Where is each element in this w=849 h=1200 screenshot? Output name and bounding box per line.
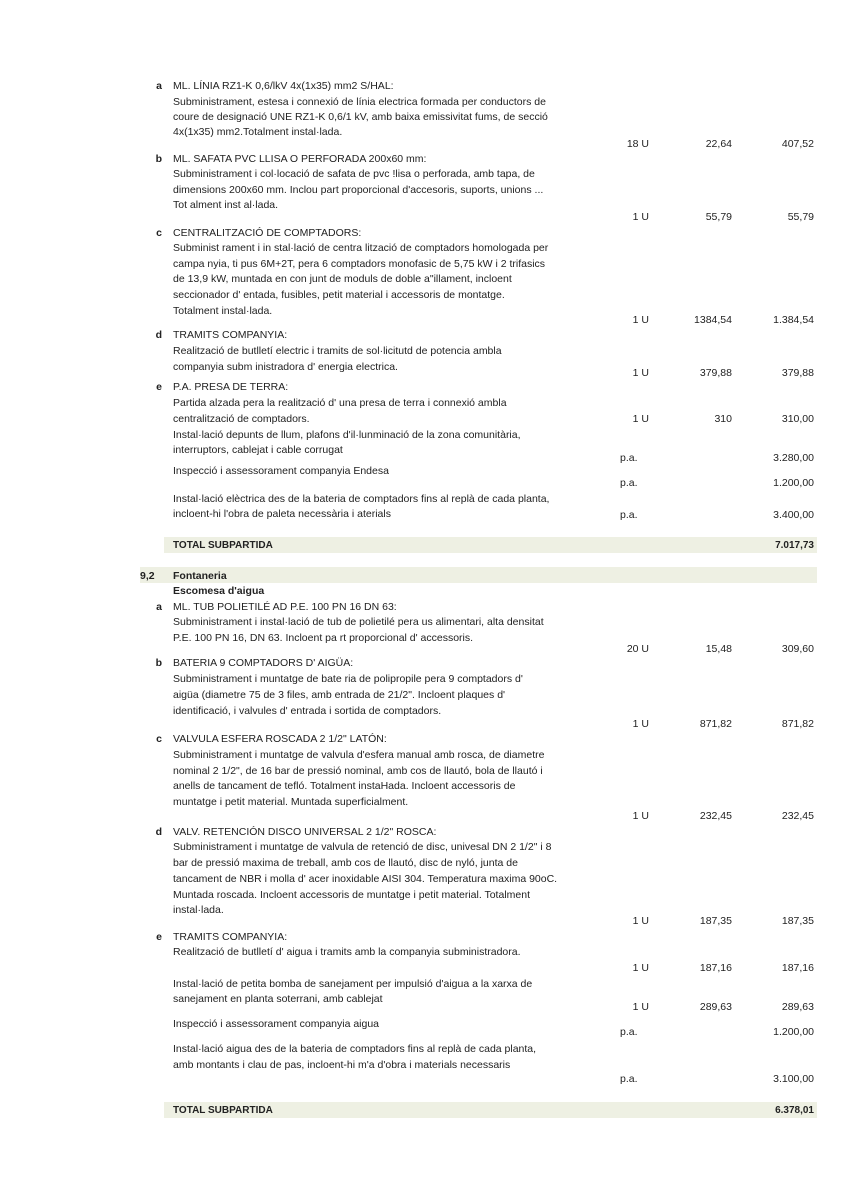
item-qty: p.a. — [620, 1026, 638, 1038]
item-qty: 18 U — [626, 138, 649, 150]
item-desc: Totalment instal·lada. — [173, 305, 273, 317]
item-title: TRAMITS COMPANYIA: — [173, 329, 288, 341]
item-desc: identificació, i valvules d' entrada i sortida de comptadors. — [173, 705, 442, 717]
item-desc: nominal 2 1/2", de 16 bar de pressió nominal, amb cos de llautó, bola de llautó i — [173, 765, 543, 777]
item-price: 871,82 — [699, 718, 732, 730]
item-price: 379,88 — [699, 367, 732, 379]
item-desc: Subministrament i muntatge de bate ria de polipropile pera 9 comptadors d' — [173, 673, 523, 685]
item-letter: d — [155, 329, 162, 341]
item-desc: Subministrament i muntatge de valvula de retenció de disc, univesal DN 2 1/2" i 8 — [173, 841, 552, 853]
item-desc: seccionador d' entada, fusibles, petit material i accessoris de montatge. — [173, 289, 505, 301]
item-title: P.A. PRESA DE TERRA: — [173, 381, 289, 393]
item-title: TRAMITS COMPANYIA: — [173, 931, 288, 943]
section-header-bar — [140, 567, 817, 583]
item-desc: Subminist rament i in stal·lació de centra lització de comptadors homologada per — [173, 242, 549, 254]
item-desc: Inspecció i assessorament companyia Endesa — [173, 465, 389, 477]
item-qty: 20 U — [626, 643, 649, 655]
item-desc: companyia subm inistradora d' energia electrica. — [173, 361, 398, 373]
section-title: Fontaneria — [173, 570, 227, 582]
item-amount: 1.200,00 — [773, 1026, 814, 1038]
item-price: 1384,54 — [694, 314, 732, 326]
item-letter: c — [156, 733, 162, 745]
item-title: ML. TUB POLIETILÉ AD P.E. 100 PN 16 DN 63: — [173, 601, 397, 613]
item-desc: Instal·lació depunts de llum, plafons d'il·lunminació de la zona comunitària, — [173, 429, 521, 441]
item-desc: dimensions 200x60 mm. Inclou part proporcional d'accesoris, suports, unions ... — [173, 184, 544, 196]
item-desc: Subministrament i instal·lació de tub de polietilé pera us alimentari, alta densitat — [173, 616, 544, 628]
item-qty: 1 U — [632, 1001, 649, 1013]
section-number: 9,2 — [140, 570, 155, 582]
item-title: CENTRALITZACIÓ DE COMPTADORS: — [173, 227, 362, 239]
item-desc: interruptors, cablejat i cable corrugat — [173, 444, 343, 456]
section-subtitle: Escomesa d'aigua — [173, 585, 265, 597]
item-qty: 1 U — [632, 718, 649, 730]
subtotal-label: TOTAL SUBPARTIDA — [173, 1105, 273, 1116]
item-desc: coure de designació UNE RZ1-K 0,6/1 kV, amb baixa emissivitat fums, de secció — [173, 111, 548, 123]
item-price: 289,63 — [699, 1001, 732, 1013]
item-amount: 379,88 — [781, 367, 814, 379]
item-qty: p.a. — [620, 1073, 638, 1085]
item-desc: instal·lada. — [173, 904, 224, 916]
item-desc: Inspecció i assessorament companyia aigua — [173, 1018, 380, 1030]
item-qty: p.a. — [620, 452, 638, 464]
item-desc: Subministrament i muntatge de valvula d'esfera manual amb rosca, de diametre — [173, 749, 545, 761]
item-desc: de 13,9 kW, muntada en con junt de moduls de doble a"illament, incloent — [173, 273, 512, 285]
item-qty: 1 U — [632, 314, 649, 326]
item-amount: 1.384,54 — [773, 314, 814, 326]
item-amount: 187,16 — [781, 962, 814, 974]
item-title: ML. SAFATA PVC LLISA O PERFORADA 200x60 mm: — [173, 153, 427, 165]
item-amount: 289,63 — [781, 1001, 814, 1013]
item-qty: 1 U — [632, 367, 649, 379]
item-desc: campa nyia, ti pus 6M+2T, pera 6 comptadors monofasic de 5,75 kW i 2 trifasics — [173, 258, 546, 270]
item-desc: Subministrament i col·locació de safata de pvc !lisa o perforada, amb tapa, de — [173, 168, 535, 180]
item-desc: muntatge i petit material. Muntada superficialment. — [173, 796, 409, 808]
item-qty: p.a. — [620, 477, 638, 489]
item-qty: p.a. — [620, 509, 638, 521]
item-qty: 1 U — [632, 413, 649, 425]
item-price: 187,16 — [699, 962, 732, 974]
item-desc: sanejament en planta soterrani, amb cablejat — [173, 993, 383, 1005]
item-title: VALV. RETENCIÓN DISCO UNIVERSAL 2 1/2" ROSCA: — [173, 826, 437, 838]
item-qty: 1 U — [632, 810, 649, 822]
item-desc: aigüa (diametre 75 de 3 files, amb entrada de 21/2". Incloent plaques d' — [173, 689, 506, 701]
item-desc: Instal·lació aigua des de la bateria de comptadors fins al replà de cada planta, — [173, 1043, 537, 1055]
item-letter: d — [155, 826, 162, 838]
item-price: 310 — [714, 413, 732, 425]
item-desc: anells de tancament de tefló. Totalment instaHada. Incloent accessoris de — [173, 780, 516, 792]
item-amount: 187,35 — [781, 915, 814, 927]
item-desc: amb montants i clau de pas, incloent-hi m'a d'obra i materials necessaris — [173, 1059, 511, 1071]
item-desc: Instal·lació de petita bomba de sanejament per impulsió d'aigua a la xarxa de — [173, 978, 533, 990]
item-amount: 3.400,00 — [773, 509, 814, 521]
item-qty: 1 U — [632, 915, 649, 927]
item-amount: 309,60 — [781, 643, 814, 655]
item-letter: a — [156, 80, 162, 92]
item-amount: 310,00 — [781, 413, 814, 425]
item-amount: 55,79 — [787, 211, 814, 223]
item-desc: tancament de NBR i molla d' acer inoxidable AISI 304. Temperatura maxima 90oC. — [173, 873, 558, 885]
item-desc: bar de pressió maxima de treball, amb cos de llautó, disc de nyló, junta de — [173, 857, 518, 869]
item-desc: centralització de comptadors. — [173, 413, 310, 425]
item-letter: c — [156, 227, 162, 239]
subtotal-label: TOTAL SUBPARTIDA — [173, 540, 273, 551]
item-desc: Subministrament, estesa i connexió de línia electrica formada per conductors de — [173, 96, 546, 108]
item-amount: 1.200,00 — [773, 477, 814, 489]
item-amount: 871,82 — [781, 718, 814, 730]
item-letter: b — [155, 153, 162, 165]
item-price: 232,45 — [699, 810, 732, 822]
item-price: 22,64 — [705, 138, 732, 150]
item-letter: e — [156, 381, 162, 393]
item-desc: Realització de butlletí d' aigua i tramits amb la companyia subministradora. — [173, 946, 521, 958]
item-price: 187,35 — [699, 915, 732, 927]
subtotal-amount: 6.378,01 — [775, 1105, 814, 1116]
item-desc: Partida alzada pera la realització d' una presa de terra i connexió ambla — [173, 397, 507, 409]
item-amount: 407,52 — [781, 138, 814, 150]
item-title: ML. LÍNIA RZ1-K 0,6/lkV 4x(1x35) mm2 S/HAL: — [173, 80, 394, 92]
item-desc: P.E. 100 PN 16, DN 63. Incloent pa rt proporcional d' accessoris. — [173, 632, 474, 644]
item-price: 55,79 — [705, 211, 732, 223]
item-desc: Realització de butlletí electric i tramits de sol·licitutd de potencia ambla — [173, 345, 502, 357]
item-amount: 3.280,00 — [773, 452, 814, 464]
item-desc: incloent-hi l'obra de paleta necessària i aterials — [173, 508, 391, 520]
item-title: BATERIA 9 COMPTADORS D' AIGÜA: — [173, 657, 354, 669]
item-title: VALVULA ESFERA ROSCADA 2 1/2" LATÓN: — [173, 733, 387, 745]
item-letter: b — [155, 657, 162, 669]
item-letter: a — [156, 601, 162, 613]
item-qty: 1 U — [632, 962, 649, 974]
item-desc: Instal·lació elèctrica des de la bateria de comptadors fins al replà de cada planta, — [173, 493, 550, 505]
item-price: 15,48 — [705, 643, 732, 655]
subtotal-amount: 7.017,73 — [775, 540, 814, 551]
item-desc: Muntada roscada. Incloent accessoris de muntatge i petit material. Totalment — [173, 889, 530, 901]
item-desc: Tot alment inst al·lada. — [173, 199, 279, 211]
item-qty: 1 U — [632, 211, 649, 223]
item-desc: 4x(1x35) mm2.Totalment instal·lada. — [173, 126, 343, 138]
item-letter: e — [156, 931, 162, 943]
item-amount: 232,45 — [781, 810, 814, 822]
item-amount: 3.100,00 — [773, 1073, 814, 1085]
